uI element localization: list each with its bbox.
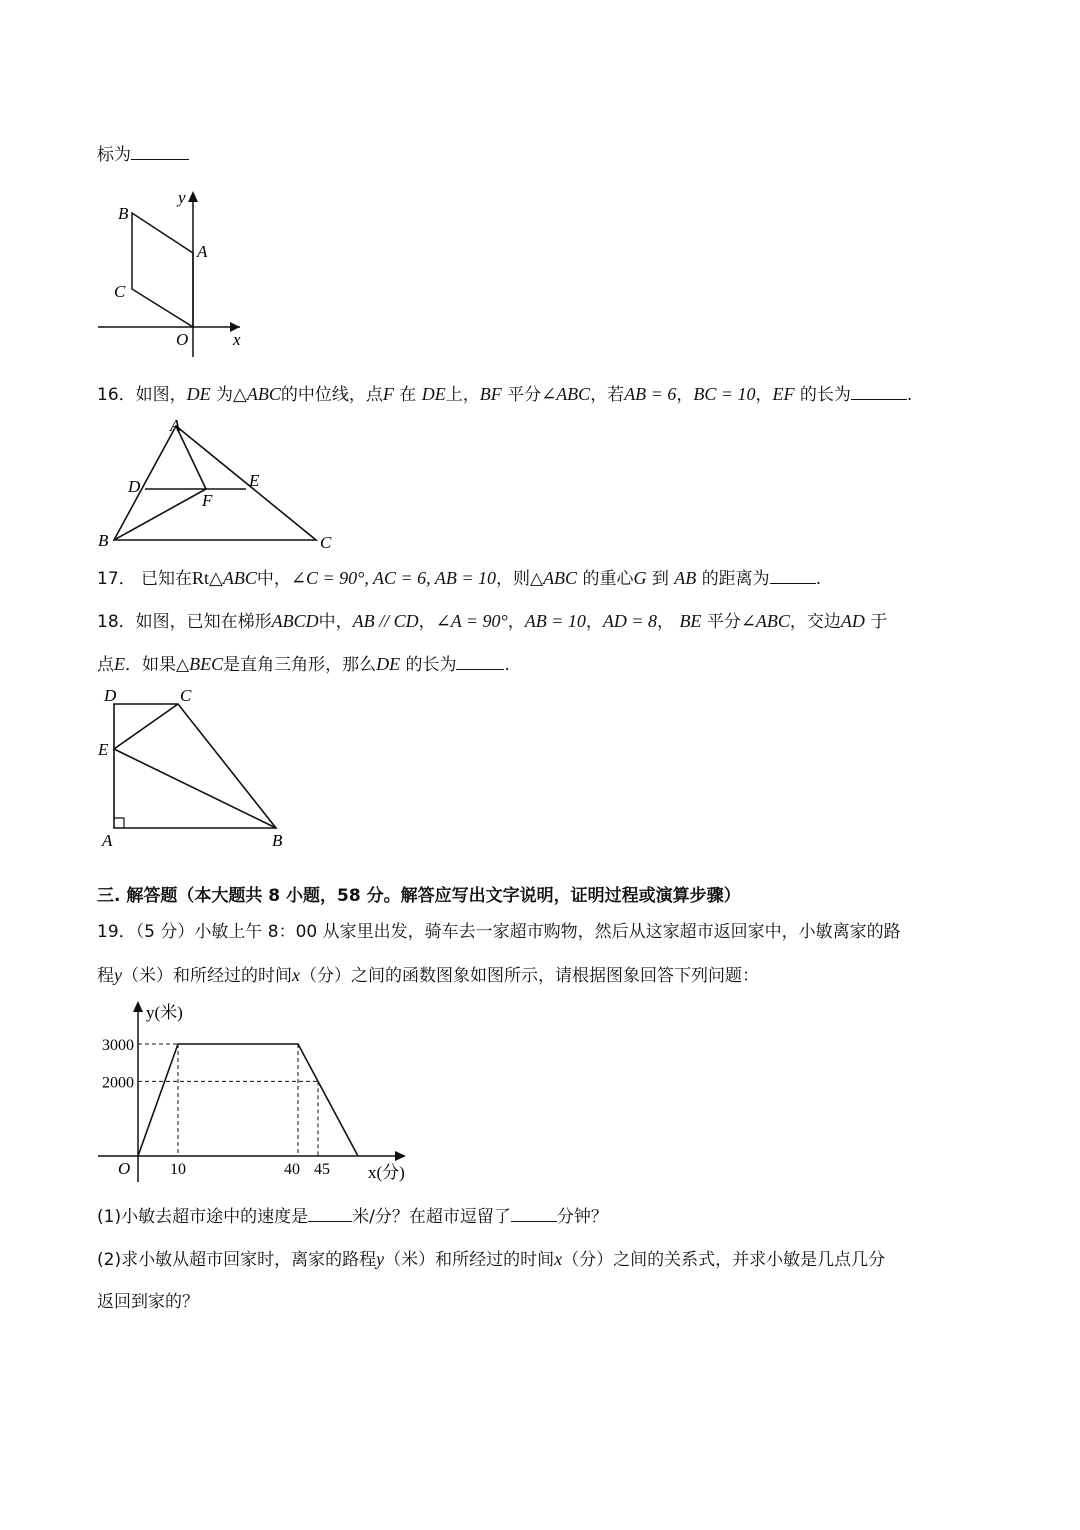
answer-blank[interactable] xyxy=(308,1203,352,1222)
q19-text: （分）之间的关系式，并求小敏是几点几分 xyxy=(562,1250,886,1270)
q16-text: 的长为 xyxy=(799,385,851,405)
label-c: C xyxy=(114,282,126,301)
q19-sub-2-line2: 返回到家的？ xyxy=(97,1292,199,1312)
q18-parallel: AB // CD xyxy=(352,611,419,631)
x-tick-label: 45 xyxy=(314,1161,330,1178)
q18-text: 点 xyxy=(97,655,114,675)
label-d: D xyxy=(104,686,117,705)
answer-blank[interactable] xyxy=(131,141,189,160)
q19-text: （米）和所经过的时间 xyxy=(122,966,292,986)
q18-text: . xyxy=(504,655,510,675)
label-c: C xyxy=(180,686,192,705)
parallelogram-oabc xyxy=(132,213,193,327)
trapezoid-abcd xyxy=(114,704,276,828)
distance-time-line xyxy=(138,1044,358,1156)
q16-f: F xyxy=(382,384,394,404)
guide-lines xyxy=(138,1044,318,1156)
q16-de: DE xyxy=(421,384,446,404)
q16-text: 为 xyxy=(216,385,234,405)
question-16 xyxy=(97,381,912,407)
label-a: A xyxy=(170,416,181,435)
q19-chart xyxy=(90,996,430,1196)
q19-sub-1 xyxy=(97,1203,608,1229)
figure-15 xyxy=(90,185,260,365)
q17-abc: ABC xyxy=(543,568,578,588)
q18-text: ， xyxy=(507,612,525,632)
question-number: 17． xyxy=(97,569,136,589)
q19-y: y xyxy=(114,965,122,985)
segment-eb xyxy=(114,749,276,828)
label-a: A xyxy=(197,242,208,261)
question-number: 16． xyxy=(97,385,136,405)
answer-blank[interactable] xyxy=(511,1203,557,1222)
q15-text: 标为 xyxy=(97,145,131,165)
question-18 xyxy=(97,609,887,634)
q18-text: ， xyxy=(585,612,603,632)
q18-be: BE xyxy=(679,611,702,631)
q16-ab: AB = 6 xyxy=(624,384,677,404)
q16-text: 上， xyxy=(445,385,480,405)
figure-16 xyxy=(92,412,352,552)
q17-text: 的距离为 xyxy=(701,569,770,589)
q16-text: ， xyxy=(676,385,694,405)
y-tick-label: 3000 xyxy=(102,1037,134,1054)
section-3-title: 三. 解答题（本大题共 8 小题，58 分。解答应写出文字说明，证明过程或演算步骤） xyxy=(97,886,741,906)
y-axis-arrow xyxy=(133,1001,143,1012)
q18-ad: AD xyxy=(840,611,865,631)
q18-text: 于 xyxy=(870,612,888,632)
q16-bc: BC = 10 xyxy=(693,384,756,404)
q17-text: 的重心 xyxy=(582,569,634,589)
label-o: O xyxy=(176,330,189,349)
answer-blank[interactable] xyxy=(851,381,907,400)
q16-text: ，若 xyxy=(590,385,625,405)
q18-text: ， xyxy=(657,612,675,632)
q17-text: 已知在 xyxy=(141,569,193,589)
q18-text: 平分 xyxy=(706,612,741,632)
q18-text: ，交边 xyxy=(789,612,841,632)
q19-text: 米/分？在超市逗留了 xyxy=(352,1207,511,1227)
q16-de: DE xyxy=(186,384,211,404)
question-19-line1: 19．（5 分）小敏上午 8：00 从家里出发，骑车去一家超市购物，然后从这家超市返回家中，小敏离家的路 xyxy=(97,922,901,942)
label-e: E xyxy=(249,471,260,490)
q18-text: ．如果△ xyxy=(125,655,190,675)
q17-rt: Rt△ xyxy=(192,568,223,588)
x-tick-label: 10 xyxy=(170,1161,186,1178)
q19-x: x xyxy=(554,1249,563,1269)
q19-text: (1)小敏去超市途中的速度是 xyxy=(97,1207,309,1227)
q16-text: 平分 xyxy=(507,385,542,405)
x-tick-label: 40 xyxy=(284,1161,300,1178)
q18-ad: AD = 8 xyxy=(602,611,658,631)
q17-condition: ∠C = 90°, AC = 6, AB = 10 xyxy=(290,568,496,588)
q19-text: (2)求小敏从超市回家时，离家的路程 xyxy=(97,1250,377,1270)
q15-tail xyxy=(97,141,189,167)
q18-text: 中， xyxy=(318,612,353,632)
answer-blank[interactable] xyxy=(456,651,504,670)
q18-e: E xyxy=(114,654,125,674)
q16-bf: BF xyxy=(479,384,502,404)
q18-angle-a: ∠A = 90° xyxy=(435,611,508,631)
label-e: E xyxy=(98,740,109,759)
q16-text: 的中位线，点 xyxy=(280,385,383,405)
q19-y: y xyxy=(376,1249,385,1269)
label-d: D xyxy=(128,477,141,496)
q18-abcd: ABCD xyxy=(271,611,319,631)
question-17 xyxy=(97,565,821,591)
segment-af xyxy=(176,426,206,489)
x-axis-arrow xyxy=(395,1151,406,1161)
label-b: B xyxy=(98,531,109,550)
segment-ec xyxy=(114,704,178,749)
q16-ef: EF xyxy=(772,384,795,404)
q18-bec: BEC xyxy=(189,654,224,674)
q18-de: DE xyxy=(376,654,401,674)
q16-triangle: △ABC xyxy=(233,384,281,404)
question-18-line2 xyxy=(97,651,510,677)
q17-abc: ABC xyxy=(222,568,257,588)
q16-angle: ∠ABC xyxy=(541,384,591,404)
q16-text: . xyxy=(906,385,913,405)
question-19-line2 xyxy=(97,963,759,988)
answer-blank[interactable] xyxy=(770,565,816,584)
label-x: x xyxy=(233,330,241,349)
q16-text: ， xyxy=(755,385,773,405)
q18-text: 是直角三角形，那么 xyxy=(223,655,377,675)
label-f: F xyxy=(202,491,213,510)
y-tick-label: 2000 xyxy=(102,1074,134,1092)
q19-text: （米）和所经过的时间 xyxy=(384,1250,555,1270)
q18-text: 的长为 xyxy=(405,655,457,675)
y-axis-arrow xyxy=(188,191,198,202)
q17-ab: AB xyxy=(674,568,697,588)
q19-text: （分）之间的函数图象如图所示，请根据图象回答下列问题： xyxy=(300,966,759,986)
figure-18 xyxy=(92,682,302,857)
q19-x: x xyxy=(292,965,300,985)
tick-labels xyxy=(102,1037,330,1178)
right-angle-mark xyxy=(114,818,124,828)
label-b: B xyxy=(272,831,283,850)
q18-ab: AB = 10 xyxy=(524,611,586,631)
question-number: 18． xyxy=(97,612,136,632)
origin-label: O xyxy=(118,1159,131,1178)
q18-angle: ∠ABC xyxy=(740,611,790,631)
label-b: B xyxy=(118,204,129,223)
y-axis-label: y(米) xyxy=(146,1003,183,1022)
label-a: A xyxy=(102,831,113,850)
q18-text: ， xyxy=(418,612,436,632)
q17-text: 中， xyxy=(256,569,291,589)
q19-text: 程 xyxy=(97,966,114,986)
q17-text: 到 xyxy=(651,569,669,589)
label-c: C xyxy=(320,533,332,552)
label-y: y xyxy=(178,188,186,207)
x-axis-label: x(分) xyxy=(368,1163,405,1182)
q16-text: 在 xyxy=(399,385,417,405)
q17-text: . xyxy=(815,569,822,589)
q19-sub-2 xyxy=(97,1247,885,1272)
q18-text: 如图，已知在梯形 xyxy=(135,612,272,632)
q17-text: ，则△ xyxy=(495,569,544,589)
q19-text: 分钟？ xyxy=(556,1207,608,1227)
q16-text: 如图， xyxy=(135,385,187,405)
q17-g: G xyxy=(633,568,647,588)
